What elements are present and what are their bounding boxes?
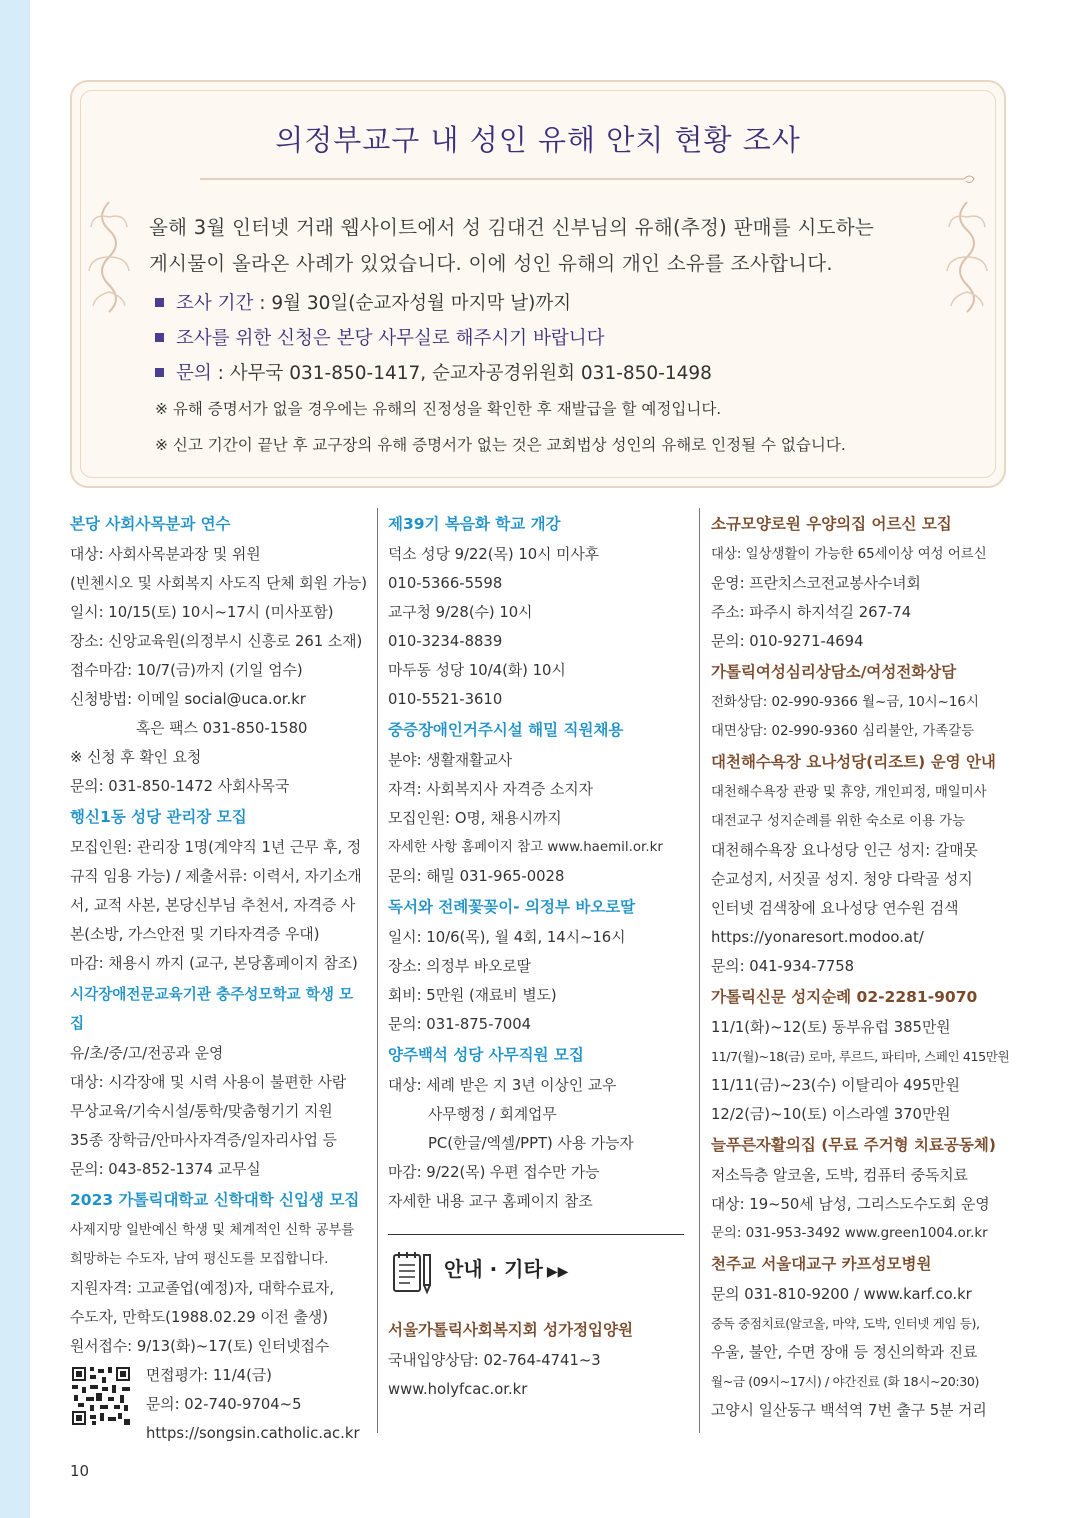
guide-label: 안내 · 기타 ▶▶ xyxy=(444,1257,569,1281)
column-2: 제39기 복음화 학교 개강 덕소 성당 9/22(목) 10시 미사후 010-5366-5598 교구청 9/28(수) 10시 010-3234-8839 마두동 성당 10/4(화) 10시 010-5521-3610 중증장애인거주시설 해밀 직원채용 분야: 생활재활교사 자격: 사회복지사 자격증 소지자 모집인원: O명, 채용시까지 자세한 사항 홈페이지 참고 www.haemil.or.kr 문의: 해밀 031-965-0028 독서와 전례꽃꽂이- 의정부 바오로딸 일시: 10/6(목), 월 4회, 14시~16시 장소: 의정부 바오로딸 회비: 5만원 (재료비 별도) 문의: 031-875-7004 양주백석 성당 사무직원 모집 대상: 세례 받은 지 3년 이상인 교우 사무행정 / 회계업무 PC(한글/엑셀/PPT) 사용 가능자 마감: 9/22(목) 우편 접수만 가능 자세한 내용 교구 홈페이지 참조 안내 · 기타 ▶▶ 서울가톨릭사회복지회 성가정입양원 국내입양상담: 02-764-4741~3 www.holyfcac.or.kr xyxy=(388,508,684,1404)
page-number: 10 xyxy=(70,1462,90,1480)
qr-code-icon[interactable] xyxy=(70,1365,132,1427)
notice-intro: 올해 3월 인터넷 거래 웹사이트에서 성 김대건 신부님의 유해(추정) 판매를 시도하는 게시물이 올라온 사례가 있었습니다. 이에 성인 유해의 개인 소유를 조사합니다. xyxy=(149,216,875,275)
section-title: 소규모양로원 우양의집 어르신 모집 xyxy=(711,515,952,533)
bullet-item: 문의 : 사무국 031-850-1417, 순교자공경위원회 031-850-1498 xyxy=(155,356,955,391)
section-title: 양주백석 성당 사무직원 모집 xyxy=(388,1046,584,1064)
qr-contact-lines: 면접평가: 11/4(금) 문의: 02-740-9704~5 https://songsin.catholic.ac.kr xyxy=(146,1367,360,1442)
column-divider xyxy=(699,508,700,1433)
section-title: 독서와 전례꽃꽂이- 의정부 바오로딸 xyxy=(388,898,636,916)
notepad-pen-icon xyxy=(390,1249,434,1297)
section-title: 행신1동 성당 관리장 모집 xyxy=(70,808,247,826)
notice-note: ※ 유해 증명서가 없을 경우에는 유해의 진정성을 확인한 후 재발급을 할 예정입니다. xyxy=(155,400,722,418)
section-title: 중증장애인거주시설 해밀 직원채용 xyxy=(388,721,624,739)
column-divider xyxy=(377,508,378,1433)
section-title: 제39기 복음화 학교 개강 xyxy=(388,515,561,533)
notice-title: 의정부교구 내 성인 유해 안치 현황 조사 xyxy=(275,123,801,157)
bullet-item: 조사를 위한 신청은 본당 사무실로 해주시기 바랍니다 xyxy=(155,321,955,356)
column-3: 소규모양로원 우양의집 어르신 모집 대상: 일상생활이 가능한 65세이상 여성 어르신 운영: 프란치스코전교봉사수녀회 주소: 파주시 하지석길 267-74 문의: 010-9271-4694 가톨릭여성심리상담소/여성전화상담 전화상담: 02-990-9366 월~금, 10시~16시 대면상담: 02-990-9360 심리불안, 가족갈등 대천해수욕장 요나성당(리조트) 운영 안내 대천해수욕장 관광 및 휴양, 개인피정, 매일미사 대전교구 성지순례를 위한 숙소로 이용 가능 대천해수욕장 요나성당 인근 성지: 갈매못 순교성지, 서짓골 성지. 청양 다락골 성지 인터넷 검색창에 요나성당 연수원 검색 https://yonaresort.modoo.at/ 문의: 041-934-7758 가톨릭신문 성지순례 02-2281-9070 11/1(화)~12(토) 동부유럽 385만원 11/7(월)~18(금) 로마, 루르드, 파티마, 스페인 415만원 11/11(금)~23(수) 이탈리아 495만원 12/2(금)~10(토) 이스라엘 370만원 늘푸른자활의집 (무료 주거형 치료공동체) 저소득층 알코올, 도박, 컴퓨터 중독치료 대상: 19~50세 남성, 그리스도수도회 운영 문의: 031-953-3492 www.green1004.or.kr 천주교 서울대교구 카프성모병원 문의 031-810-9200 / www.karf.co.kr 중독 중점치료(알코올, 마약, 도박, 인터넷 게임 등), 우울, 불안, 수면 장애 등 정신의학과 진료 월~금 (09시~17시) / 야간진료 (화 18시~20:30) 고양시 일산동구 백석역 7번 출구 5분 거리 xyxy=(711,508,1011,1425)
section-body: 모집인원: 관리장 1명(계약직 1년 근무 후, 정규직 임용 가능) / 제출서류: 이력서, 자기소개서, 교적 사본, 본당신부님 추천서, 자격증 사본(소방, 가스안전 및 기타자격증 우대) xyxy=(70,839,362,943)
title-divider-ornament xyxy=(200,172,980,186)
double-triangle-icon: ▶▶ xyxy=(546,1264,569,1280)
notice-bullet-list xyxy=(155,286,955,463)
square-bullet-icon xyxy=(155,333,164,342)
notice-note: ※ 신고 기간이 끝난 후 교구장의 유해 증명서가 없는 것은 교회법상 성인의 유해로 인정될 수 없습니다. xyxy=(155,436,846,454)
square-bullet-icon xyxy=(155,298,164,307)
section-title: 늘푸른자활의집 (무료 주거형 치료공동체) xyxy=(711,1136,996,1154)
section-title: 2023 가톨릭대학교 신학대학 신입생 모집 xyxy=(70,1191,360,1209)
section-title: 가톨릭신문 성지순례 02-2281-9070 xyxy=(711,988,978,1006)
section-title: 대천해수욕장 요나성당(리조트) 운영 안내 xyxy=(711,753,996,771)
section-title: 서울가톨릭사회복지회 성가정입양원 xyxy=(388,1321,633,1339)
left-color-strip xyxy=(0,0,30,1518)
section-title: 시각장애전문교육기관 충주성모학교 학생 모집 xyxy=(70,986,354,1032)
notice-box xyxy=(70,80,1006,488)
bullet-item: 조사 기간 : 9월 30일(순교자성월 마지막 날)까지 xyxy=(155,286,955,321)
section-title: 가톨릭여성심리상담소/여성전화상담 xyxy=(711,663,957,681)
section-title: 본당 사회사목분과 연수 xyxy=(70,515,231,533)
qr-contact-row xyxy=(70,1361,362,1448)
column-1: 본당 사회사목분과 연수 대상: 사회사목분과장 및 위원 (빈첸시오 및 사회복지 사도직 단체 회원 가능) 일시: 10/15(토) 10시~17시 (미사포함) 장소: 신앙교육원(의정부시 신흥로 261 소재) 접수마감: 10/7(금)까지 (기일 엄수) 신청방법: 이메일 social@uca.or.kr 혹은 팩스 031-850-1580 ※ 신청 후 확인 요청 문의: 031-850-1472 사회사목국 행신1동 성당 관리장 모집 모집인원: 관리장 1명(계약직 1년 근무 후, 정규직 임용 가능) / 제출서류: 이력서, 자기소개서, 교적 사본, 본당신부님 추천서, 자격증 사본(소방, 가스안전 및 기타자격증 우대) 마감: 채용시 까지 (교구, 본당홈페이지 참조) 시각장애전문교육기관 충주성모학교 학생 모집 유/초/중/고/전공과 운영 대상: 시각장애 및 시력 사용이 불편한 사람 무상교육/기숙시설/통학/맞춤형기기 지원 35종 장학금/안마사자격증/일자리사업 등 문의: 043-852-1374 교무실 2023 가톨릭대학교 신학대학 신입생 모집 사제지망 일반예신 학생 및 체계적인 신학 공부를 희망하는 수도자, 남여 평신도를 모집합니다. 지원자격: 고교졸업(예정)자, 대학수료자, 수도자, 만학도(1988.02.29 이전 출생) 원서접수: 9/13(화)~17(토) 인터넷접수 면접평가: 11/4(금) 문의: 02-740-9704~5 https://songsin.catholic.ac.kr xyxy=(70,508,362,1448)
section-title: 천주교 서울대교구 카프성모병원 xyxy=(711,1255,932,1273)
left-floral-ornament xyxy=(86,197,132,317)
guide-section-header xyxy=(388,1234,684,1310)
square-bullet-icon xyxy=(155,368,164,377)
